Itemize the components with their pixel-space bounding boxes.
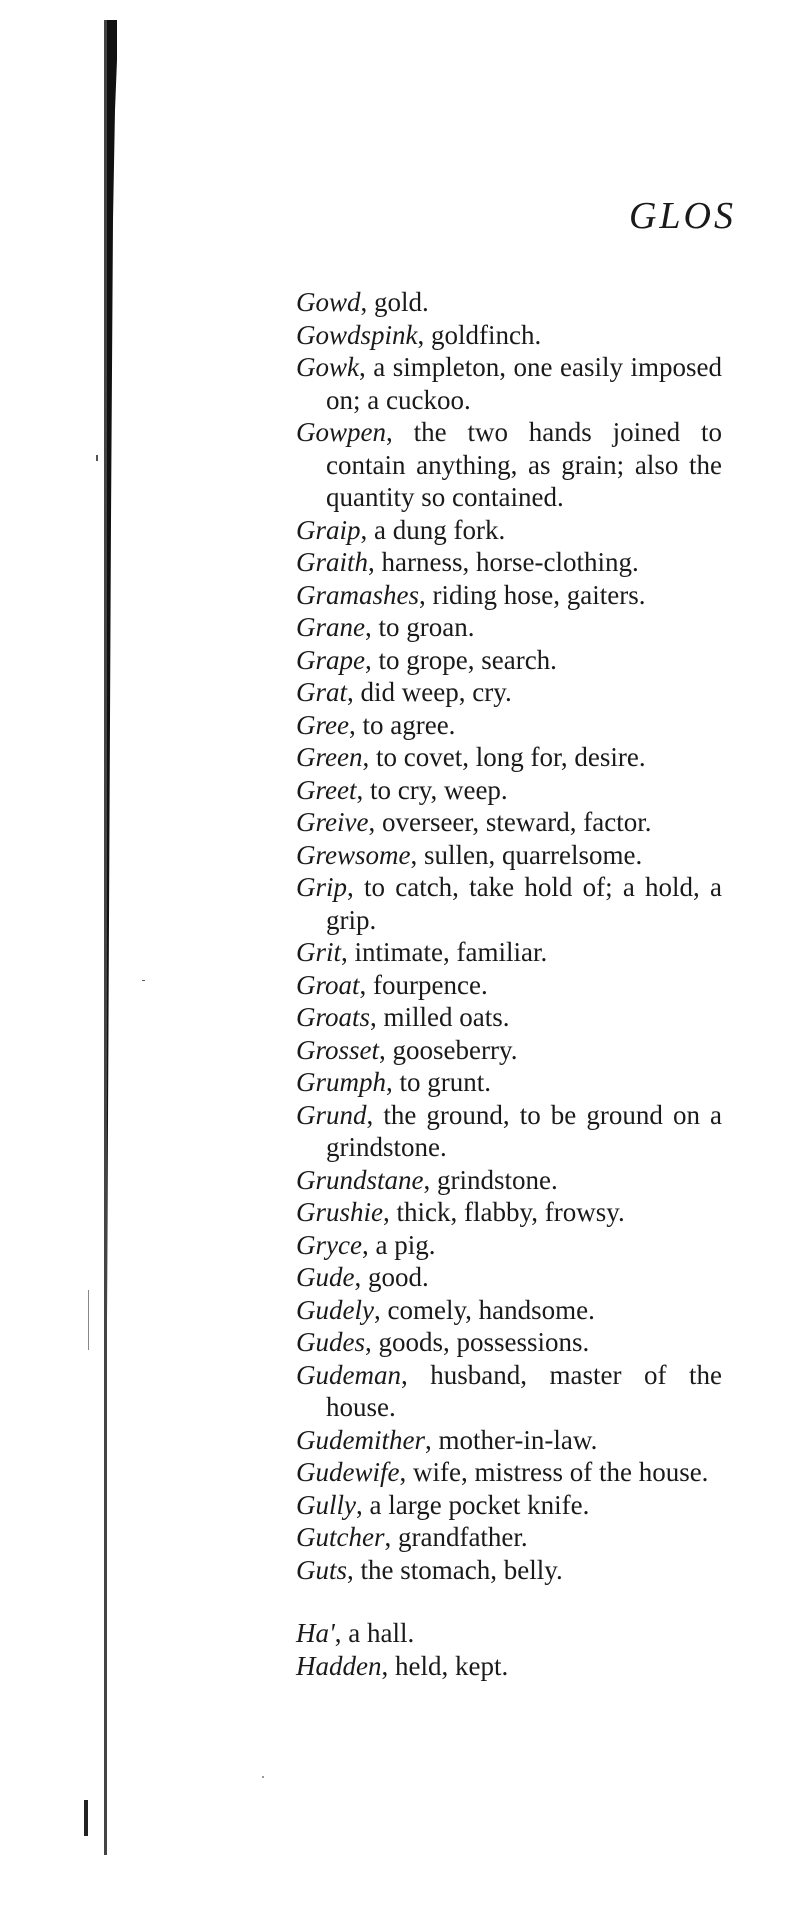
glossary-entry: Green, to covet, long for, desire.	[296, 742, 646, 772]
definition: the ground, to be ground on a grindstone.	[326, 1099, 722, 1162]
definition: mother-in-law.	[438, 1424, 598, 1455]
headword: Gowpen	[296, 417, 386, 447]
glossary-entry: Gramashes, riding hose, gaiters.	[296, 579, 646, 610]
glossary-entry: Gudely, comely, handsome.	[296, 1294, 595, 1325]
glossary-entry: Ha', a hall.	[296, 1618, 415, 1648]
definition: good.	[367, 1262, 429, 1292]
glossary-entry: Gudes, goods, possessions.	[296, 1327, 590, 1357]
headword: Gryce	[296, 1229, 362, 1260]
definition: did weep, cry.	[360, 677, 512, 707]
headword: Gudemither	[296, 1424, 425, 1455]
headword: Gudely	[296, 1294, 374, 1325]
definition: riding hose, gaiters.	[432, 579, 646, 610]
definition: grandfather.	[397, 1522, 528, 1552]
glossary-entry: Gude, good.	[296, 1262, 429, 1292]
definition: husband, master of the house.	[326, 1359, 723, 1422]
glossary-entry: Gudeman, husband, master of the house.	[296, 1359, 723, 1422]
headword: Greet	[296, 774, 357, 805]
headword: Gowd	[296, 287, 361, 317]
headword: Gudeman	[296, 1359, 401, 1390]
headword: Hadden	[296, 1650, 382, 1681]
glossary-entry: Greive, overseer, steward, factor.	[296, 807, 652, 837]
glossary-entry: Guts, the stomach, belly.	[296, 1554, 563, 1585]
glossary-entry: Hadden, held, kept.	[296, 1650, 509, 1681]
definition: a hall.	[348, 1618, 415, 1648]
glossary-entry: Gowdspink, goldfinch.	[296, 319, 542, 350]
headword: Gowk	[296, 352, 359, 382]
definition: the two hands joined to contain anything, as grain; also the quantity so contained.	[326, 417, 722, 512]
headword: Gree	[296, 709, 349, 740]
glossary-entry: Gowpen, the two hands joined to contain anything, as grain; also the quantity so contained.	[296, 417, 722, 512]
definition: fourpence.	[373, 969, 488, 1000]
headword: Gutcher	[296, 1522, 385, 1552]
definition: to groan.	[378, 612, 475, 642]
headword: Gudewife	[296, 1457, 400, 1487]
glossary-entry: Gudemither, mother-in-law.	[296, 1424, 598, 1455]
definition: goldfinch.	[431, 319, 542, 350]
definition: harness, horse-clothing.	[381, 547, 639, 577]
definition: sullen, quarrelsome.	[424, 839, 643, 870]
glossary-entry: Grit, intimate, familiar.	[296, 937, 548, 967]
glossary-entry: Grat, did weep, cry.	[296, 677, 512, 707]
definition: goods, possessions.	[378, 1327, 590, 1357]
headword: Graip	[296, 514, 361, 545]
definition: to agree.	[362, 709, 456, 740]
definition: gooseberry.	[392, 1034, 518, 1065]
glossary-entry: Groat, fourpence.	[296, 969, 488, 1000]
headword: Groats	[296, 1002, 371, 1032]
glossary-entry: Graip, a dung fork.	[296, 514, 506, 545]
headword: Ha'	[296, 1618, 335, 1648]
glossary-entry: Gully, a large pocket knife.	[296, 1489, 590, 1520]
headword: Groat	[296, 969, 360, 1000]
page-speck	[142, 980, 145, 981]
headword: Grumph	[296, 1067, 387, 1097]
headword: Green	[296, 742, 363, 772]
headword: Gully	[296, 1489, 356, 1520]
headword: Grape	[296, 644, 365, 675]
headword: Gude	[296, 1262, 355, 1292]
headword: Grip	[296, 872, 348, 902]
definition: overseer, steward, factor.	[381, 807, 652, 837]
glossary-entry: Grushie, thick, flabby, frowsy.	[296, 1197, 625, 1227]
glossary-entry: Grane, to groan.	[296, 612, 475, 642]
headword: Grund	[296, 1099, 367, 1130]
glossary-entry: Grape, to grope, search.	[296, 644, 557, 675]
glossary-entry: Groats, milled oats.	[296, 1002, 510, 1032]
glossary-entry: Greet, to cry, weep.	[296, 774, 508, 805]
glossary-entry: Grip, to catch, take hold of; a hold, a grip.	[296, 872, 723, 935]
glossary-entry: Gryce, a pig.	[296, 1229, 436, 1260]
glossary-list	[296, 286, 722, 1682]
definition: gold.	[374, 287, 429, 317]
headword: Guts	[296, 1554, 348, 1585]
glossary-entry: Grosset, gooseberry.	[296, 1034, 518, 1065]
headword: Gowdspink	[296, 319, 418, 350]
page-speck	[262, 1776, 264, 1778]
definition: to grope, search.	[378, 644, 557, 675]
definition: intimate, familiar.	[354, 937, 548, 967]
headword: Grewsome	[296, 839, 411, 870]
running-head: GLOS	[628, 195, 736, 237]
glossary-entry: Grund, the ground, to be ground on a grindstone.	[296, 1099, 722, 1162]
definition: to covet, long for, desire.	[375, 742, 646, 772]
glossary-entry: Grumph, to grunt.	[296, 1067, 492, 1097]
definition: a pig.	[375, 1229, 436, 1260]
headword: Grushie	[296, 1197, 383, 1227]
headword: Gudes	[296, 1327, 365, 1357]
page-speck	[84, 1800, 88, 1836]
definition: milled oats.	[383, 1002, 510, 1032]
glossary-entry: Gowd, gold.	[296, 287, 429, 317]
headword: Graith	[296, 547, 369, 577]
definition: a large pocket knife.	[369, 1489, 590, 1520]
definition: a simpleton, one easily imposed on; a cuckoo.	[326, 352, 723, 415]
definition: the stomach, belly.	[360, 1554, 563, 1585]
headword: Grit	[296, 937, 342, 967]
headword: Grat	[296, 677, 348, 707]
definition: to catch, take hold of; a hold, a grip.	[326, 872, 723, 935]
headword: Grane	[296, 612, 365, 642]
page-speck	[96, 455, 98, 461]
glossary-entry: Gutcher, grandfather.	[296, 1522, 528, 1552]
definition: to cry, weep.	[369, 774, 508, 805]
glossary-entry: Grewsome, sullen, quarrelsome.	[296, 839, 643, 870]
glossary-entry: Grundstane, grindstone.	[296, 1164, 558, 1195]
headword: Grundstane	[296, 1164, 424, 1195]
definition: held, kept.	[394, 1650, 509, 1681]
headword: Greive	[296, 807, 369, 837]
headword: Gramashes	[296, 579, 420, 610]
definition: thick, flabby, frowsy.	[396, 1197, 625, 1227]
definition: to grunt.	[399, 1067, 492, 1097]
definition: comely, handsome.	[387, 1294, 595, 1325]
glossary-entry: Gudewife, wife, mistress of the house.	[296, 1457, 709, 1487]
page-speck	[88, 1290, 89, 1350]
glossary-entry: Gowk, a simpleton, one easily imposed on; a cuckoo.	[296, 352, 723, 415]
definition: wife, mistress of the house.	[412, 1457, 709, 1487]
binding-edge-shadow	[104, 20, 118, 1855]
headword: Grosset	[296, 1034, 380, 1065]
glossary-entry: Graith, harness, horse-clothing.	[296, 547, 639, 577]
definition: grindstone.	[437, 1164, 558, 1195]
glossary-entry: Gree, to agree.	[296, 709, 456, 740]
definition: a dung fork.	[374, 514, 506, 545]
